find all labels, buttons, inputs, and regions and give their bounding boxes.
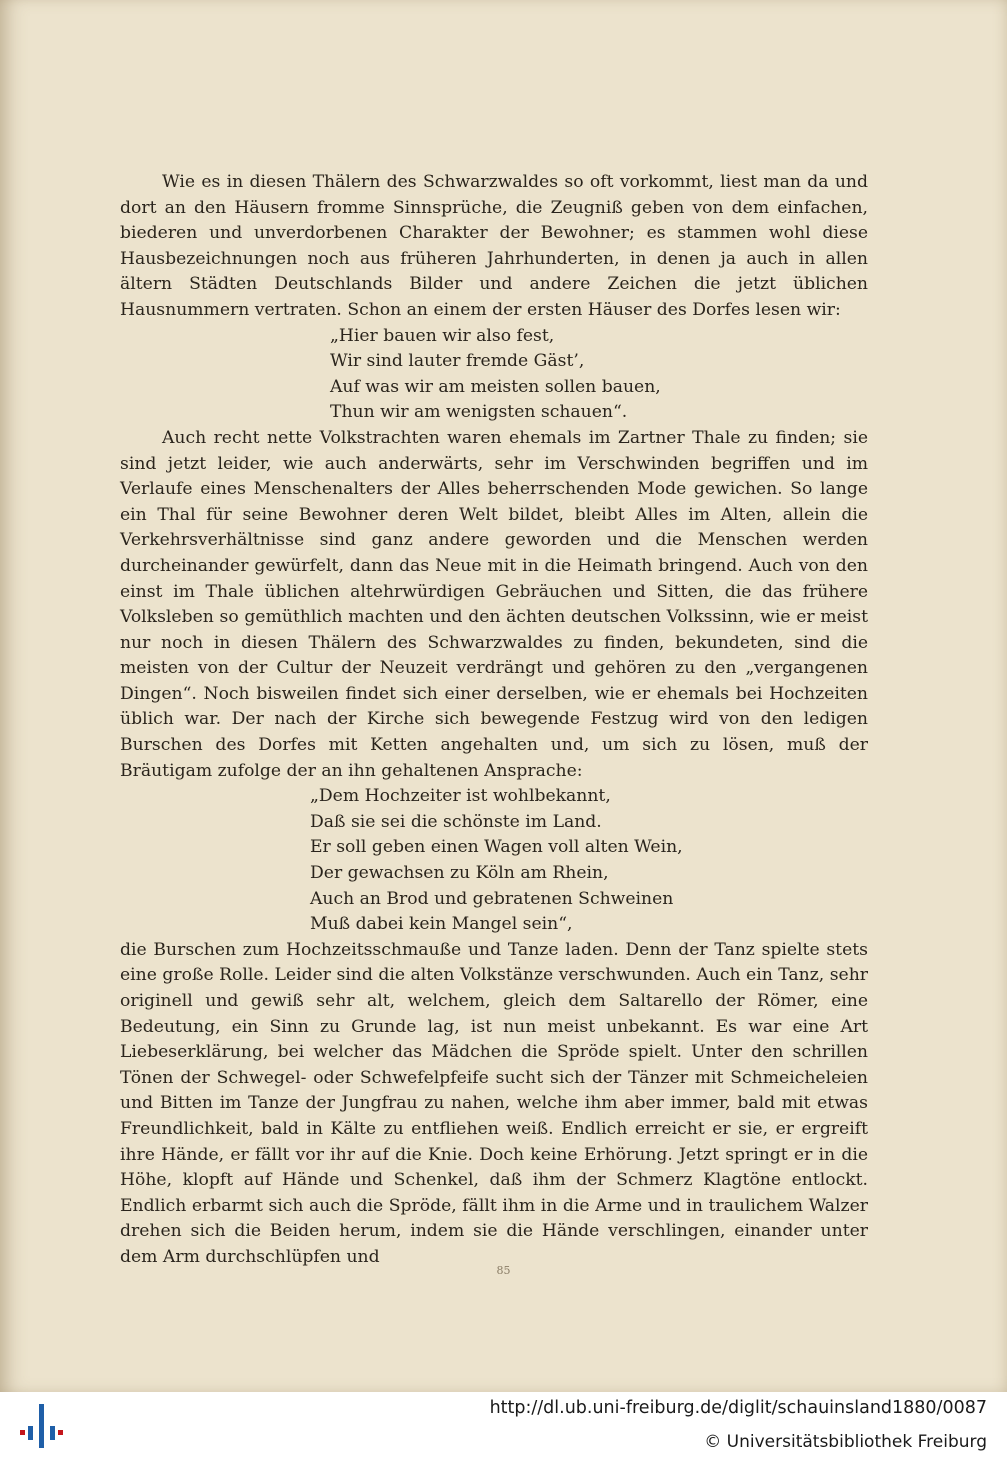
poem-2: [120, 784, 868, 938]
poem-line: Auf was wir am meisten sollen bauen,: [330, 376, 661, 397]
poem-line: Thun wir am wenigsten schauen“.: [330, 402, 628, 423]
poem-line: Wir sind lauter fremde Gäst’,: [330, 351, 585, 372]
poem-line: Er soll geben einen Wagen voll alten Wein,: [310, 837, 683, 858]
source-url-link[interactable]: http://dl.ub.uni-freiburg.de/diglit/schauinsland1880/0087: [489, 1398, 987, 1418]
copyright-notice: © Universitätsbibliothek Freiburg: [704, 1432, 987, 1452]
poem-line: Muß dabei kein Mangel sein“,: [310, 914, 573, 935]
poem-1: [120, 324, 868, 426]
poem-line: Daß sie sei die schönste im Land.: [310, 811, 602, 832]
poem-line: „Hier bauen wir also fest,: [330, 325, 555, 346]
page-text: [120, 170, 868, 1271]
poem-line: Auch an Brod und gebratenen Schweinen: [310, 888, 674, 909]
source-url[interactable]: [490, 1398, 987, 1418]
paragraph-3: die Burschen zum Hochzeitsschmauße und Tanze laden. Denn der Tanz spielte stets eine große Rolle. Leider sind die alten Volkstänze verschwunden. Auch ein Tanz, sehr originell und gewiß sehr alt, welchem, gleich dem Saltarello der Römer, eine Bedeutung, ein Sinn zu Grunde lag, ist nun meist unbekannt. Es war eine Art Liebeserklärung, bei welcher das Mädchen die Spröde spielt. Unter den schrillen Tönen der Schwegel- oder Schwefelpfeife sucht sich der Tänzer mit Schmeicheleien und Bitten im Tanze der Jungfrau zu nahen, welche ihm aber immer, bald mit etwas Freundlichkeit, bald in Kälte zu entfliehen weiß. Endlich erreicht er sie, er ergreift ihre Hände, er fällt vor ihr auf die Knie. Doch keine Erhörung. Jetzt springt er in die Höhe, klopft auf Hände und Schenkel, daß ihm der Schmerz Klagtöne entlockt. Endlich erbarmt sich auch die Spröde, fällt ihm in die Arme und in traulichem Walzer drehen sich die Beiden herum, indem sie die Hände verschlingen, einander unter dem Arm durchschlüpfen und: [120, 939, 868, 1267]
page-number: 85: [496, 1264, 511, 1277]
ub-freiburg-logo-icon: [20, 1402, 64, 1450]
poem-line: „Dem Hochzeiter ist wohlbekannt,: [310, 786, 611, 807]
footer-bar: [0, 1392, 1007, 1462]
paragraph-1: Wie es in diesen Thälern des Schwarzwaldes so oft vorkommt, liest man da und dort an den Häusern fromme Sinnsprüche, die Zeugniß geben von dem einfachen, biederen und unverdorbenen Charakter der Bewohner; es stammen wohl diese Hausbezeichnungen noch aus früheren Jahrhunderten, in denen ja auch in allen ältern Städten Deutschlands Bilder und andere Zeichen die jetzt üblichen Hausnummern vertraten. Schon an einem der ersten Häuser des Dorfes lesen wir:: [120, 172, 868, 320]
paragraph-2: Auch recht nette Volkstrachten waren ehemals im Zartner Thale zu finden; sie sind jetzt leider, wie auch anderwärts, sehr im Verschwinden begriffen und im Verlaufe eines Menschenalters der Alles beherrschenden Mode gewichen. So lange ein Thal für seine Bewohner deren Welt bildet, bleibt Alles im Alten, allein die Verkehrsverhältnisse sind ganz andere geworden und die Menschen werden durcheinander gewürfelt, dann das Neue mit in die Heimath bringend. Auch von den einst im Thale üblichen altehrwürdigen Gebräuchen und Sitten, die das frühere Volksleben so gemüthlich machten und den ächten deutschen Volkssinn, wie er meist nur noch in diesen Thälern des Schwarzwaldes zu finden, bekundeten, sind die meisten von der Cultur der Neuzeit verdrängt und gehören zu den „vergangenen Dingen“. Noch bisweilen findet sich einer derselben, wie er ehemals bei Hochzeiten üblich war. Der nach der Kirche sich bewegende Festzug wird von den ledigen Burschen des Dorfes mit Ketten angehalten und, um sich zu lösen, muß der Bräutigam zufolge der an ihn gehaltenen Ansprache:: [120, 427, 868, 781]
poem-line: Der gewachsen zu Köln am Rhein,: [310, 863, 609, 884]
